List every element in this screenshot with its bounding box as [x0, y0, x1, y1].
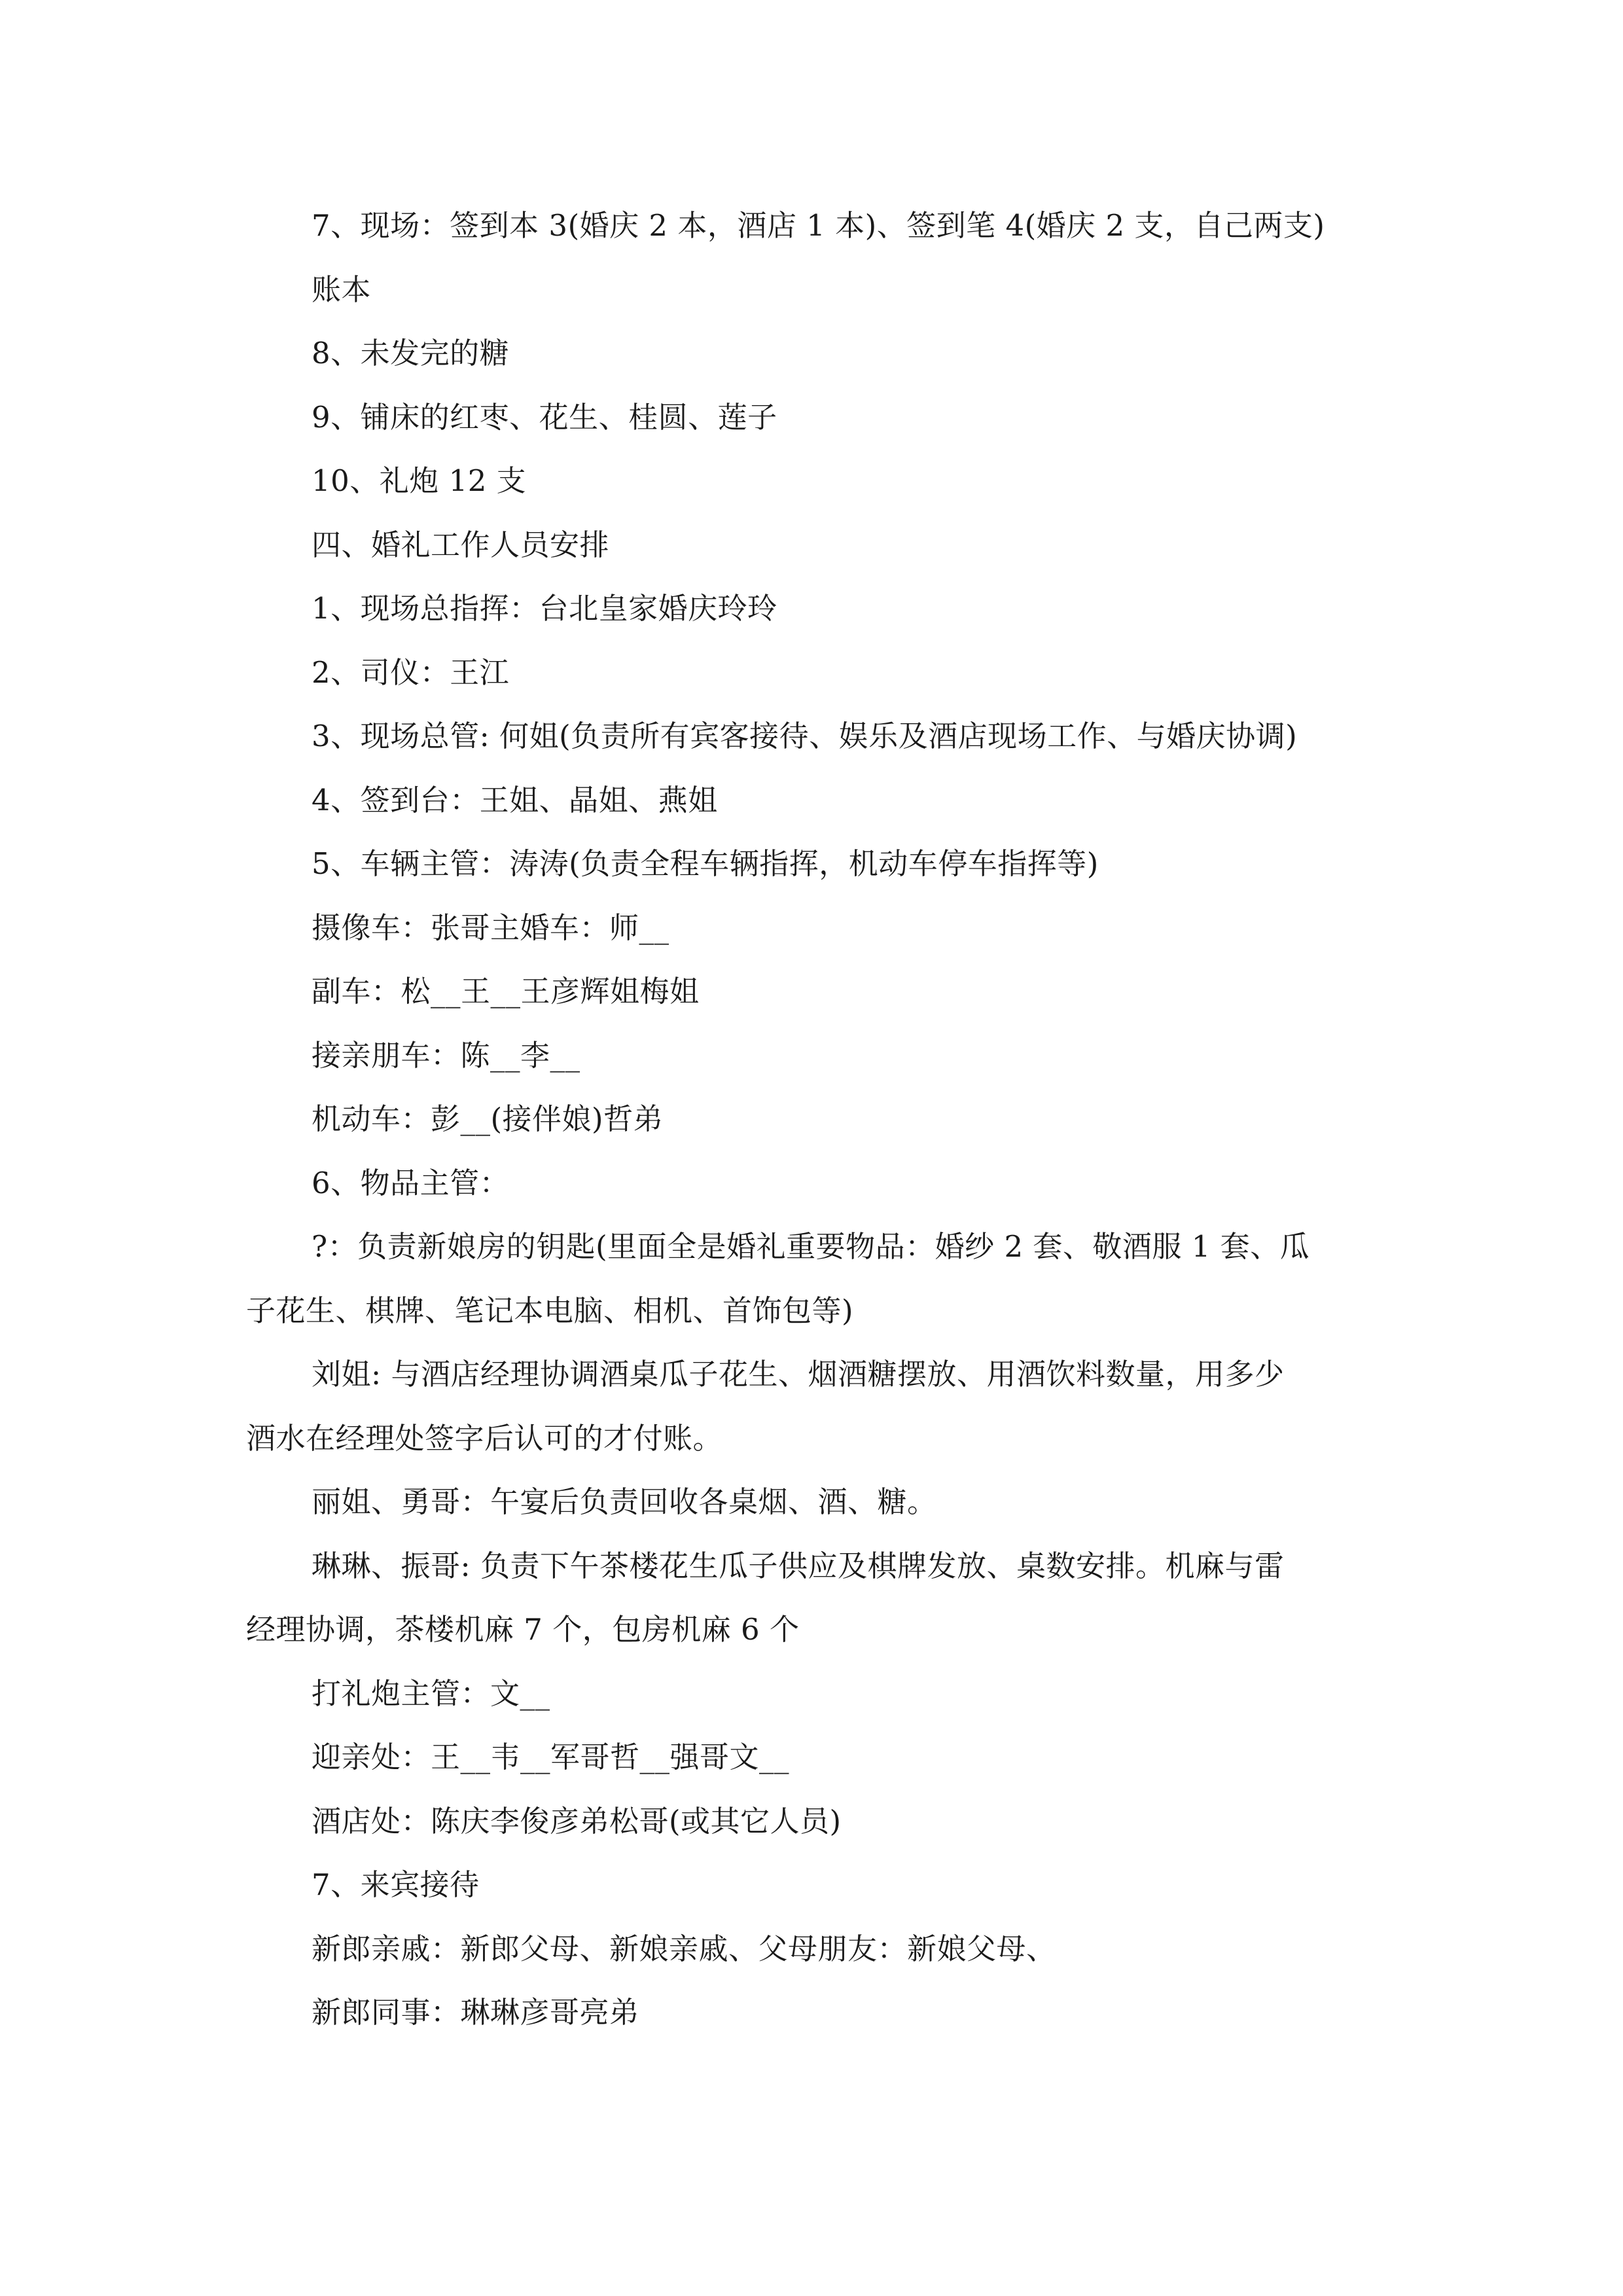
text-line: 刘姐: 与酒店经理协调酒桌瓜子花生、烟酒糖摆放、用酒饮料数量，用多少	[312, 1357, 1285, 1391]
text-line: 9、铺床的红枣、花生、桂圆、莲子	[312, 399, 777, 435]
text-line: 子花生、棋牌、笔记本电脑、相机、首饰包等)	[246, 1293, 854, 1328]
text-line: 迎亲处：王__韦__军哥哲__强哥文__	[312, 1740, 790, 1774]
text-line: 酒水在经理处签字后认可的才付账。	[246, 1420, 723, 1456]
text-line: 7、来宾接待	[312, 1867, 480, 1902]
text-line: 琳琳、振哥: 负责下午茶楼花生瓜子供应及棋牌发放、桌数安排。机麻与雷	[312, 1548, 1285, 1583]
text-line: ?：负责新娘房的钥匙(里面全是婚礼重要物品：婚纱 2 套、敬酒服 1 套、瓜	[312, 1229, 1310, 1264]
text-line: 2、司仪：王江	[312, 655, 510, 690]
text-line: 副车：松__王__王彦辉姐梅姐	[312, 974, 700, 1009]
text-line: 酒店处：陈庆李俊彦弟松哥(或其它人员)	[312, 1803, 842, 1839]
text-line: 3、现场总管: 何姐(负责所有宾客接待、娱乐及酒店现场工作、与婚庆协调)	[312, 719, 1298, 753]
text-line: 新郎亲戚：新郎父母、新娘亲戚、父母朋友：新娘父母、	[312, 1931, 1056, 1966]
text-line: 7、现场：签到本 3(婚庆 2 本，酒店 1 本)、签到笔 4(婚庆 2 支，自己两支)	[312, 208, 1325, 243]
text-line: 接亲朋车：陈__李__	[312, 1037, 580, 1073]
text-line: 摄像车：张哥主婚车：师__	[312, 910, 669, 945]
text-line: 四、婚礼工作人员安排	[312, 527, 610, 562]
text-line: 新郎同事：琳琳彦哥亮弟	[312, 1995, 639, 2030]
text-line: 8、未发完的糖	[312, 336, 510, 370]
text-line: 5、车辆主管：涛涛(负责全程车辆指挥，机动车停车指挥等)	[312, 846, 1099, 881]
text-line: 10、礼炮 12 支	[312, 463, 527, 498]
text-line: 经理协调，茶楼机麻 7 个，包房机麻 6 个	[246, 1612, 800, 1647]
text-line: 4、签到台：王姐、晶姐、燕姐	[312, 782, 718, 817]
document-body	[246, 194, 1387, 2045]
text-line: 1、现场总指挥：台北皇家婚庆玲玲	[312, 591, 777, 626]
text-line: 账本	[312, 272, 372, 307]
text-line: 机动车：彭__(接伴娘)哲弟	[312, 1102, 664, 1136]
text-line: 打礼炮主管：文__	[312, 1676, 550, 1711]
text-line: 丽姐、勇哥：午宴后负责回收各桌烟、酒、糖。	[312, 1484, 937, 1519]
text-line: 6、物品主管：	[312, 1165, 510, 1200]
